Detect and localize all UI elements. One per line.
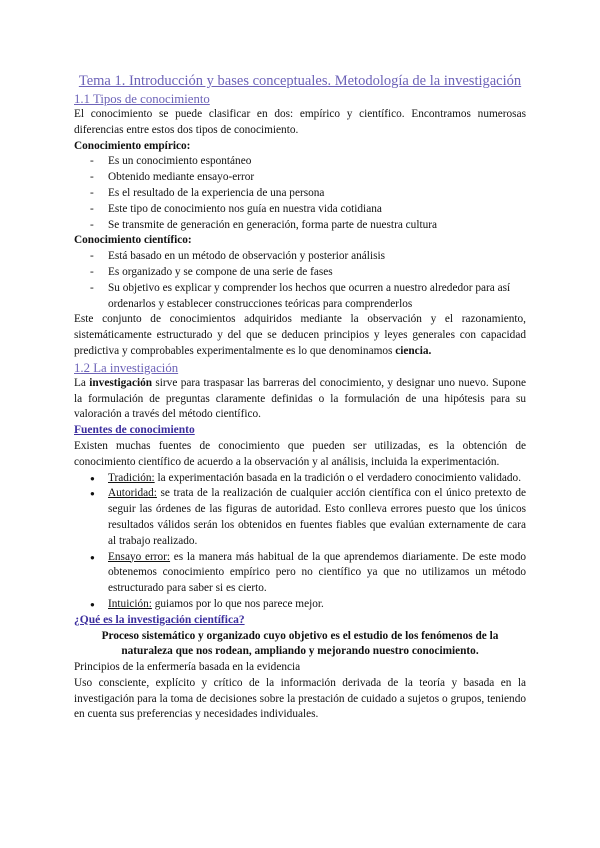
term-text: se trata de la realización de cualquier acción científica con el único pretexto de seguir las órdenes de las figuras de autoridad. Esto conlleva errores puesto que los únicos resultados válidos serán los obtenidos en fuentes fiables que evalúan externamente de cara al trabajo realizado. — [108, 487, 526, 547]
list-item: - Este tipo de conocimiento nos guía en nuestra vida cotidiana — [90, 202, 526, 218]
term: Ensayo error: — [108, 550, 171, 563]
paragraph-investigacion — [74, 376, 526, 423]
list-cientifico — [74, 249, 526, 312]
subheading-que-es: ¿Qué es la investigación científica? — [74, 613, 245, 626]
term-text: la experimentación basada en la tradición o el verdadero conocimiento validado. — [154, 471, 522, 484]
document-title: Tema 1. Introducción y bases conceptuales. Metodología de la investigación — [78, 73, 522, 89]
document-page — [74, 72, 526, 723]
intro-bold: investigación — [89, 376, 153, 389]
list-item — [90, 597, 526, 613]
list-item: - Es un conocimiento espontáneo — [90, 154, 526, 170]
summary-bold: ciencia. — [395, 344, 432, 357]
label-empirico: Conocimiento empírico: — [74, 139, 191, 152]
paragraph-principios: Principios de la enfermería basada en la evidencia — [74, 661, 301, 674]
term: Intuición: — [108, 597, 152, 610]
list-item — [90, 486, 526, 549]
definition: Proceso sistemático y organizado cuyo objetivo es el estudio de los fenómenos de la naturaleza que nos rodean, ampliando y mejorando nuestro conocimiento. — [101, 629, 499, 658]
section-heading-investigacion: 1.2 La investigación — [74, 360, 179, 375]
list-item — [90, 550, 526, 597]
section-heading-tipos: 1.1 Tipos de conocimiento — [74, 92, 210, 106]
list-item: - Su objetivo es explicar y comprender los hechos que ocurren a nuestro alrededor para así ordenarlos y establecer construcciones teóricas para comprenderlos — [90, 281, 526, 313]
paragraph-fuentes: Existen muchas fuentes de conocimiento que pueden ser utilizadas, es la obtención de conocimiento científico de acuerdo a la observación y al análisis, incluida la experimentación. — [74, 439, 526, 468]
term-text: es la manera más habitual de la que aprendemos diariamente. De este modo obtenemos conocimiento empírico pero no científico ya que no utilizamos un método estructurado para saber si es cierto. — [108, 550, 526, 595]
list-item: - Está basado en un método de observación y posterior análisis — [90, 249, 526, 265]
intro-post: sirve para traspasar las barreras del conocimiento, y designar uno nuevo. Supone la formulación de preguntas claramente definidas o la formulación de una hipótesis para su valoración a través del método científico. — [74, 376, 526, 421]
list-item: - Es el resultado de la experiencia de una persona — [90, 186, 526, 202]
list-item — [90, 471, 526, 487]
paragraph-ciencia — [74, 312, 526, 359]
list-item: - Es organizado y se compone de una serie de fases — [90, 265, 526, 281]
list-item: - Se transmite de generación en generación, forma parte de nuestra cultura — [90, 218, 526, 234]
list-fuentes — [74, 471, 526, 613]
list-empirico — [74, 154, 526, 233]
subheading-fuentes: Fuentes de conocimiento — [74, 424, 195, 437]
term-text: guiamos por lo que nos parece mejor. — [151, 597, 324, 610]
summary-text: Este conjunto de conocimientos adquiridos mediante la observación y el razonamiento, sistemáticamente estructurado y del que se deducen principios y leyes generales con capacidad predictiva y comprobables experimentalmente es lo que denominamos — [74, 313, 526, 357]
list-item: - Obtenido mediante ensayo-error — [90, 170, 526, 186]
intro-pre: La — [74, 376, 90, 389]
paragraph-uso: Uso consciente, explícito y crítico de la información derivada de la teoría y basada en la investigación para la toma de decisiones sobre la prestación de cuidado a sujetos o grupos, teniendo en cuenta sus preferencias y necesidades individuales. — [74, 676, 526, 721]
paragraph-intro: El conocimiento se puede clasificar en dos: empírico y científico. Encontramos numerosas diferencias entre estos dos tipos de conocimiento. — [74, 108, 526, 136]
term: Tradición: — [108, 471, 155, 484]
term: Autoridad: — [108, 487, 157, 500]
label-cientifico: Conocimiento científico: — [74, 234, 192, 247]
